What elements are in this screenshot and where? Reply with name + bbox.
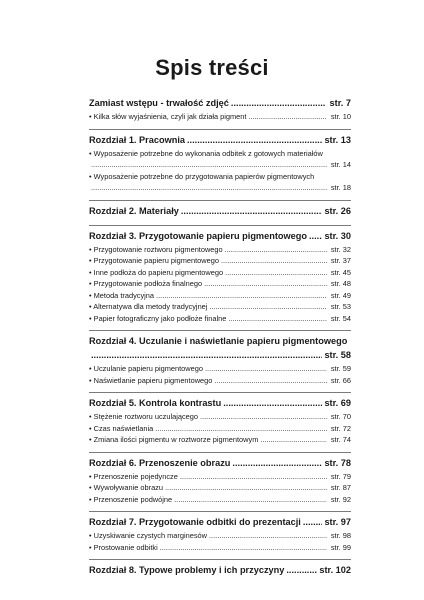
toc-entry [89,172,351,184]
toc-entry-page: str. 54 [330,313,351,323]
toc-entry-page: str. 14 [330,160,351,169]
toc-section [89,331,351,393]
toc-entry-title: • Przenoszenie pojedyncze [89,471,178,481]
toc-entry-title: • Przygotowanie papieru pigmentowego [89,256,219,265]
chapter-heading-continued [89,350,351,363]
toc-entry-title: • Naświetlanie papieru pigmentowego [89,375,213,385]
toc-entry [89,302,351,314]
toc-entry-title: • Papier fotograficzny jako podłoże finalne [89,313,227,323]
dot-leader [232,458,322,468]
toc-entry [89,256,351,268]
toc-entry-page: str. 59 [330,364,351,373]
dot-leader [91,350,322,360]
table-of-contents [89,96,351,584]
toc-entry-title: • Czas naświetlania [89,423,154,433]
toc-entry [89,412,351,424]
toc-entry [89,245,351,257]
chapter-heading-page: str. 97 [324,517,351,527]
toc-entry-page: str. 87 [330,483,351,492]
toc-entry [89,364,351,376]
toc-entry-page: str. 72 [330,423,351,433]
chapter-heading [89,458,351,471]
toc-entry [89,149,351,161]
toc-entry-title: • Uczulanie papieru pigmentowego [89,364,203,373]
toc-entry-page: str. 98 [330,531,351,540]
toc-entry-page: str. 18 [330,183,351,192]
chapter-heading [89,565,351,578]
toc-section [89,130,351,201]
dot-leader [286,565,317,575]
chapter-heading-page: str. 30 [324,230,351,241]
toc-entry-page: str. 32 [330,244,351,254]
dot-leader [225,245,327,254]
chapter-heading [89,517,351,530]
toc-entry-page: str. 45 [330,267,351,277]
toc-entry [89,376,351,388]
toc-entry-page: str. 53 [330,302,351,311]
toc-entry-title: • Inne podłoża do papieru pigmentowego [89,267,224,277]
chapter-heading [89,398,351,411]
chapter-heading [89,98,351,111]
chapter-heading-page: str. 7 [329,98,351,108]
dot-leader [156,291,327,300]
toc-entry-page: str. 10 [330,112,351,121]
dot-leader [221,256,327,265]
toc-entry-title: • Stężenie roztworu uczulającego [89,412,198,421]
toc-entry-page: str. 70 [330,412,351,421]
chapter-heading-page: str. 13 [324,134,351,145]
toc-section [89,512,351,560]
toc-entry-title: • Kilka słów wyjaśnienia, czyli jak działa pigment [89,112,247,121]
dot-leader [309,231,322,241]
toc-section [89,226,351,332]
dot-leader [204,279,327,288]
toc-entry-page: str. 48 [330,279,351,288]
dot-leader [225,268,327,277]
dot-leader [214,376,327,385]
toc-entry [89,112,351,124]
dot-leader [200,412,327,421]
toc-section [89,560,351,584]
toc-entry-title: • Przenoszenie podwójne [89,494,173,504]
dot-leader [91,160,327,169]
dot-leader [160,543,327,552]
toc-entry-page: str. 37 [330,256,351,265]
dot-leader [260,435,327,444]
toc-entry-page: str. 74 [330,435,351,444]
chapter-heading-title: Rozdział 3. Przygotowanie papieru pigmentowego [89,230,307,241]
toc-entry-title: • Przygotowanie podłoża finalnego [89,279,203,288]
dot-leader [209,302,327,311]
chapter-heading-page: str. 78 [324,457,351,468]
toc-entry [89,291,351,303]
toc-entry [89,472,351,484]
toc-entry-page: str. 99 [330,542,351,552]
toc-entry-title: • Przygotowanie roztworu pigmentowego [89,244,223,254]
toc-entry-title: • Wyposażenie potrzebne do wykonania odbitek z gotowych materiałów [89,148,323,158]
dot-leader [180,472,327,481]
chapter-heading-title: Rozdział 8. Typowe problemy i ich przyczyny [89,565,285,575]
dot-leader [209,531,327,540]
chapter-heading-title: Rozdział 7. Przygotowanie odbitki do prezentacji [89,517,301,527]
chapter-heading [89,135,351,148]
toc-entry [89,183,351,195]
chapter-heading [89,336,351,349]
dot-leader [187,135,322,145]
toc-entry-title: • Wyposażenie potrzebne do przygotowania papierów pigmentowych [89,171,315,181]
chapter-heading-page: str. 69 [324,398,351,408]
dot-leader [231,98,325,108]
toc-entry-title: • Alternatywa dla metody tradycyjnej [89,302,208,311]
chapter-heading-title: Rozdział 5. Kontrola kontrastu [89,398,222,408]
chapter-heading-title: Zamiast wstępu - trwałość zdjęć [89,98,229,108]
toc-entry [89,483,351,495]
toc-section [89,393,351,453]
toc-entry [89,268,351,280]
toc-entry-title: • Prostowanie odbitki [89,542,158,552]
dot-leader [91,183,327,192]
toc-entry-page: str. 92 [330,494,351,504]
toc-section [89,453,351,513]
toc-entry [89,495,351,507]
toc-entry [89,435,351,447]
chapter-heading-title: Rozdział 4. Uczulanie i naświetlanie papieru pigmentowego [89,336,348,346]
toc-entry-title: • Wywoływanie obrazu [89,483,163,492]
dot-leader [181,206,323,216]
dot-leader [165,483,327,492]
chapter-heading-title: Rozdział 1. Pracownia [89,134,185,145]
toc-entry [89,160,351,172]
toc-entry-title: • Uzyskiwanie czystych marginesów [89,531,207,540]
chapter-heading [89,231,351,244]
toc-entry-page: str. 79 [330,471,351,481]
chapter-heading-page: str. 102 [319,565,351,575]
dot-leader [155,424,327,433]
page-title: Spis treści [155,55,269,80]
chapter-heading-continued-page: str. 58 [324,350,351,360]
toc-section [89,96,351,130]
chapter-heading-title: Rozdział 6. Przenoszenie obrazu [89,457,231,468]
toc-entry-page: str. 66 [330,375,351,385]
dot-leader [228,314,327,323]
chapter-heading [89,206,351,219]
toc-entry [89,531,351,543]
toc-entry-title: • Metoda tradycyjna [89,290,155,300]
toc-entry-page: str. 49 [330,290,351,300]
toc-entry [89,543,351,555]
toc-entry [89,424,351,436]
dot-leader [223,398,322,408]
dot-leader [205,364,327,373]
toc-entry-title: • Zmiana ilości pigmentu w roztworze pigmentowym [89,435,259,444]
toc-entry [89,279,351,291]
chapter-heading-page: str. 26 [324,205,351,216]
dot-leader [303,517,323,527]
dot-leader [248,112,327,121]
toc-entry [89,314,351,326]
toc-section [89,201,351,226]
chapter-heading-title: Rozdział 2. Materiały [89,205,179,216]
dot-leader [174,495,327,504]
